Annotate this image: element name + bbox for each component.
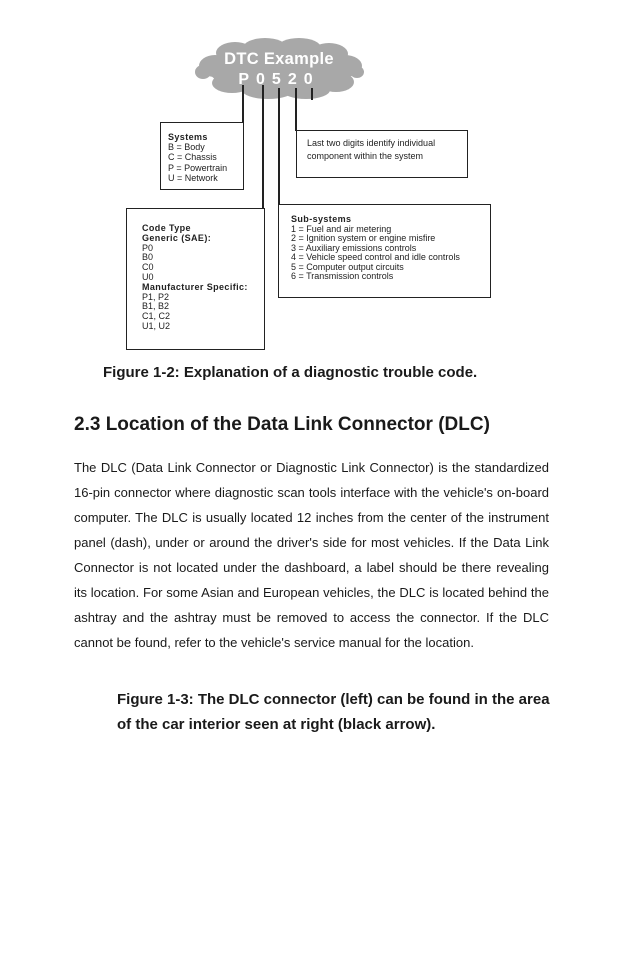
systems-box	[160, 122, 244, 190]
manufacturer-code: P1, P2	[142, 291, 170, 302]
section-heading: 2.3 Location of the Data Link Connector (DLC)	[74, 414, 490, 435]
generic-code: P0	[142, 242, 154, 253]
code-type-heading: Code Type	[142, 223, 191, 233]
cloud-title: DTC Example	[224, 50, 334, 68]
generic-heading: Generic (SAE):	[142, 232, 212, 243]
sub-systems-heading: Sub-systems	[291, 214, 352, 224]
generic-code: U0	[142, 271, 154, 282]
sub-systems-line: 2 = Ignition system or engine misfire	[291, 233, 436, 243]
sub-systems-line: 4 = Vehicle speed control and idle controls	[291, 252, 460, 262]
generic-code: B0	[142, 252, 154, 263]
figure-1-3-caption: Figure 1-3: The DLC connector (left) can be found in the area of the car interior seen at right (black arrow).	[117, 691, 550, 733]
manufacturer-code: B1, B2	[142, 301, 170, 312]
systems-line: P = Powertrain	[168, 162, 228, 173]
figure-1-2-caption: Figure 1-2: Explanation of a diagnostic trouble code.	[103, 364, 478, 381]
sub-systems-line: 5 = Computer output circuits	[291, 261, 404, 272]
systems-heading: Systems	[168, 132, 208, 142]
manufacturer-heading: Manufacturer Specific:	[142, 281, 248, 292]
manufacturer-code: U1, U2	[142, 320, 171, 331]
last-digits-box	[296, 130, 468, 178]
systems-line: B = Body	[168, 142, 205, 153]
systems-line: U = Network	[168, 172, 218, 183]
sub-systems-line: 3 = Auxiliary emissions controls	[291, 242, 417, 253]
dtc-diagram	[0, 0, 624, 360]
sub-systems-line: 1 = Fuel and air metering	[291, 223, 392, 234]
last-digits-line: Last two digits identify individual	[307, 138, 436, 148]
body-paragraph: The DLC (Data Link Connector or Diagnostic Link Connector) is the standardized 16-pin connector where diagnostic scan tools interface with the vehicle's on-board computer. The DLC is usually located 12 inches from the center of the instrument panel (dash), under or around the driver's side for most vehicles. If the Data Link Connector is not located under the dashboard, a label should be there revealing its location. For some Asian and European vehicles, the DLC is located behind the ashtray and the ashtray must be removed to access the connector. If the DLC cannot be found, refer to the vehicle's service manual for the location.	[74, 460, 549, 650]
sub-systems-box	[278, 204, 491, 298]
code-type-box	[126, 208, 265, 350]
sub-systems-line: 6 = Transmission controls	[291, 271, 394, 281]
last-digits-line: component within the system	[307, 151, 424, 161]
generic-code: C0	[142, 262, 154, 273]
manufacturer-code: C1, C2	[142, 311, 171, 322]
systems-line: C = Chassis	[168, 152, 217, 163]
cloud-code: P0520	[238, 71, 320, 88]
